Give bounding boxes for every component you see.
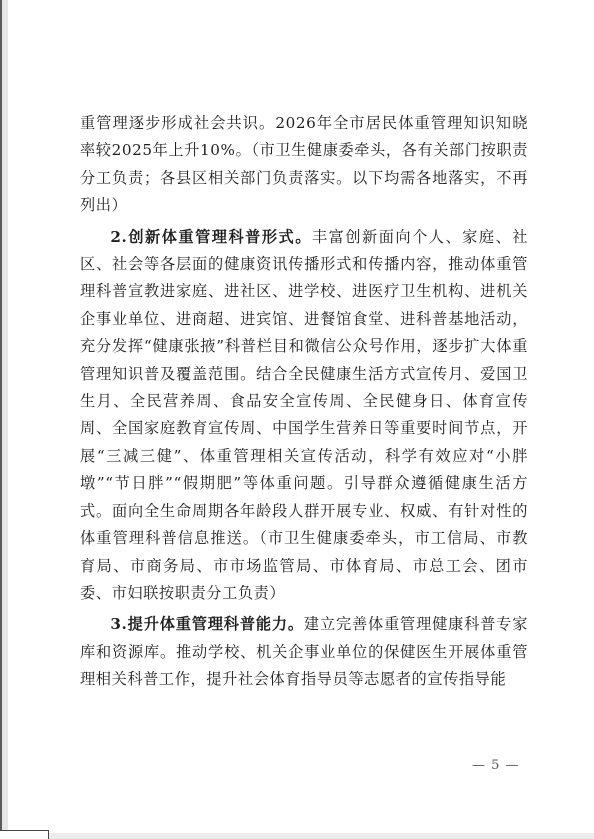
- section-heading: 2.创新体重管理科普形式。: [110, 227, 312, 246]
- paragraph-text: 建立完善体重管理健康科普专家库和资源库。推动学校、机关企事业单位的保健医生开展体重管理相关科普工作，提升社会体育指导员等志愿者的宣传指导能: [80, 615, 528, 689]
- paragraph-section-3: [80, 611, 528, 693]
- scan-bottom-tab: [0, 830, 49, 839]
- paragraph-section-2: [80, 224, 528, 608]
- paragraph-continuation: [80, 110, 528, 220]
- paragraph-text: 丰富创新面向个人、家庭、社区、社会等各层面的健康资讯传播形式和传播内容，推动体重管理科普宣教进家庭、进社区、进学校、进医疗卫生机构、进机关企事业单位、进商超、进宾馆、进餐馆食堂、进科普基地活动，充分发挥“健康张掖”科普栏目和微信公众号作用，逐步扩大体重管理知识普及覆盖范围。结合全民健康生活方式宣传月、爱国卫生月、全民营养周、食品安全宣传周、全民健身日、体育宣传周、全国家庭教育宣传周、中国学生营养日等重要时间节点，开展“三减三健”、体重管理相关宣传活动，科学有效应对“小胖墩”“节日胖”“假期肥”等体重问题。引导群众遵循健康生活方式。面向全生命周期各年龄段人群开展专业、权威、有针对性的体重管理科普信息推送。（市卫生健康委牵头，市工信局、市教育局、市商务局、市市场监管局、市体育局、市总工会、团市委、市妇联按职责分工负责）: [80, 227, 528, 602]
- document-body: [80, 110, 528, 698]
- scan-left-shadow: [2, 0, 8, 839]
- scan-bottom-edge: [0, 833, 594, 839]
- page-number: — 5 —: [472, 758, 520, 773]
- section-heading: 3.提升体重管理科普能力。: [110, 615, 304, 634]
- paragraph-text: 重管理逐步形成社会共识。2026年全市居民体重管理知识知晓率较2025年上升10%。（市卫生健康委牵头，各有关部门按职责分工负责；各县区相关部门负责落实。以下均需各地落实，不再列出）: [80, 114, 528, 215]
